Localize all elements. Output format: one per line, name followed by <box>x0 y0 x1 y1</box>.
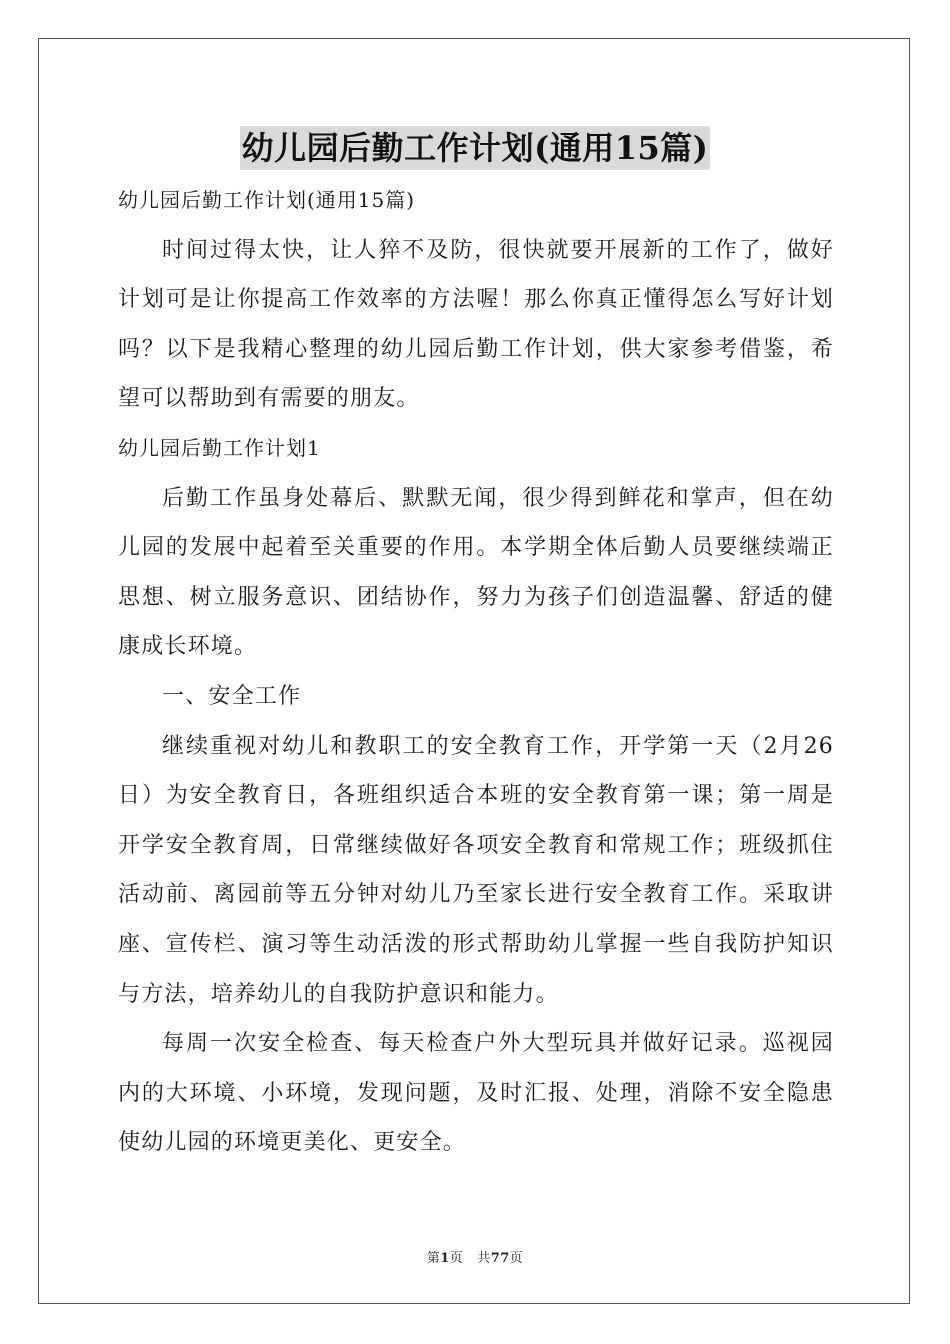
total-suffix: 页 <box>509 1251 524 1266</box>
intro-paragraph: 时间过得太快，让人猝不及防，很快就要开展新的工作了，做好计划可是让你提高工作效率的方法喔！那么你真正懂得怎么写好计划吗？以下是我精心整理的幼儿园后勤工作计划，供大家参考借鉴，希望可以帮助到有需要的朋友。 <box>118 237 834 412</box>
page-prefix: 第 <box>426 1251 441 1266</box>
total-pages: 77 <box>490 1251 510 1266</box>
paragraph-3: 每周一次安全检查、每天检查户外大型玩具并做好记录。巡视园内的大环境、小环境，发现问题，及时汇报、处理，消除不安全隐患使幼儿园的环境更美化、更安全。 <box>118 1031 834 1156</box>
page-suffix: 页 <box>449 1251 464 1266</box>
page-number: 1 <box>440 1251 450 1266</box>
document-subtitle: 幼儿园后勤工作计划(通用15篇) <box>118 188 416 212</box>
page-footer <box>0 1247 950 1266</box>
document-title: 幼儿园后勤工作计划(通用15篇) <box>240 126 711 170</box>
total-prefix: 共 <box>477 1251 491 1266</box>
paragraph-2: 继续重视对幼儿和教职工的安全教育工作，开学第一天（2月26日）为安全教育日，各班组织适合本班的安全教育第一课；第一周是开学安全教育周，日常继续做好各项安全教育和常规工作；班级抓住活动前、离园前等五分钟对幼儿乃至家长进行安全教育工作。采取讲座、宣传栏、演习等生动活泼的形式帮助幼儿掌握一些自我防护知识与方法，培养幼儿的自我防护意识和能力。 <box>118 733 834 1007</box>
document-body <box>118 176 834 1168</box>
sub-heading-safety: 一、安全工作 <box>162 683 302 709</box>
paragraph-1: 后勤工作虽身处幕后、默默无闻，很少得到鲜花和掌声，但在幼儿园的发展中起着至关重要的作用。本学期全体后勤人员要继续端正思想、树立服务意识、团结协作，努力为孩子们创造温馨、舒适的健康成长环境。 <box>118 485 834 660</box>
title-container <box>0 126 950 170</box>
section-heading: 幼儿园后勤工作计划1 <box>118 435 321 460</box>
